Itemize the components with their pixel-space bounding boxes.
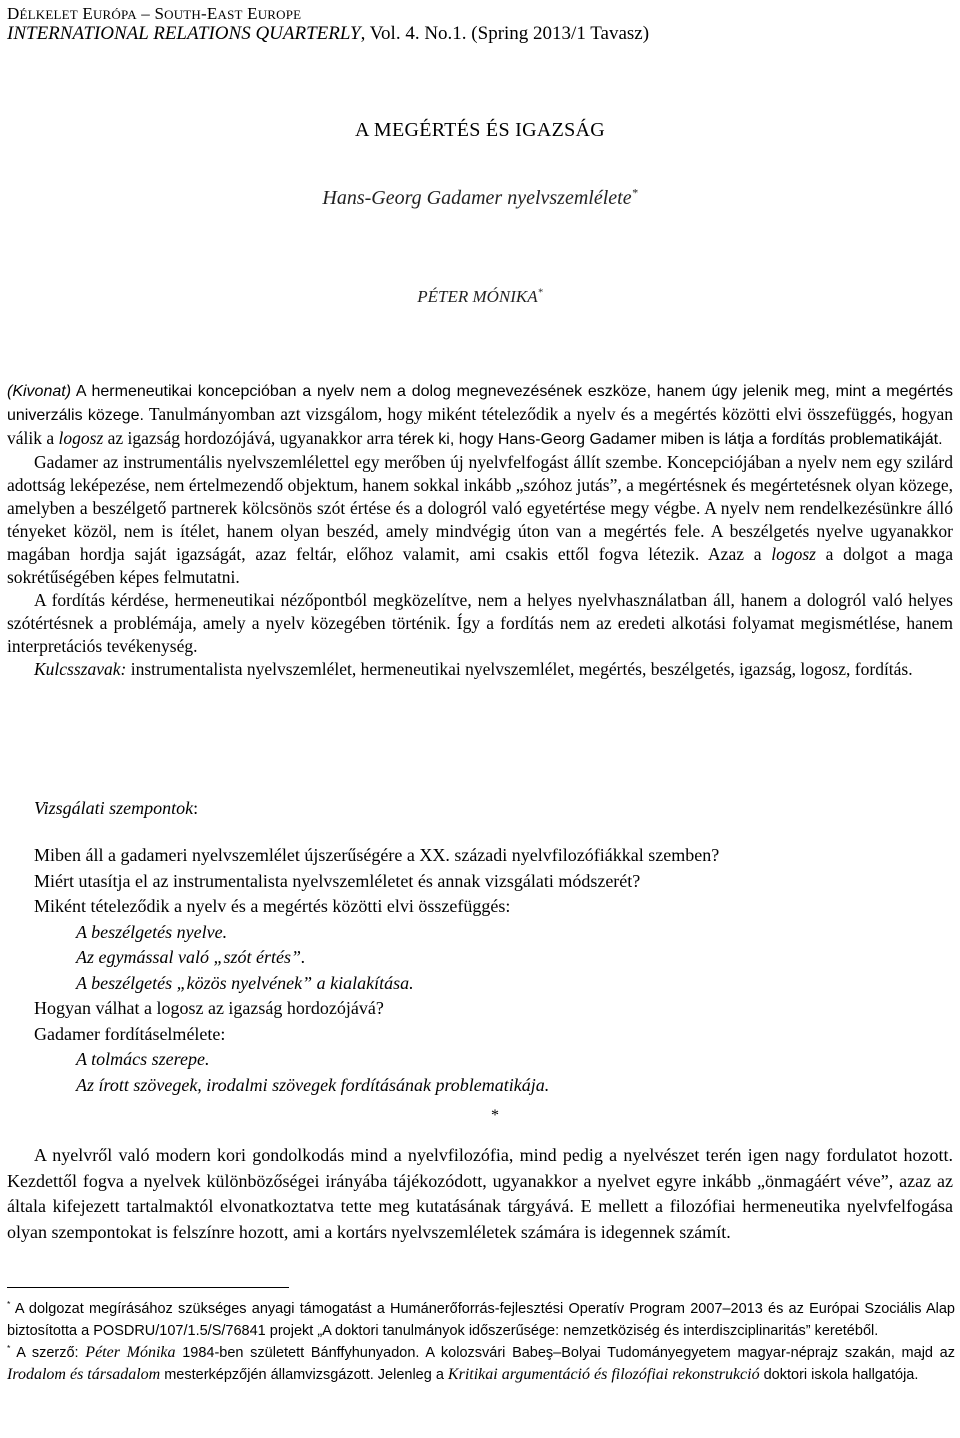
footnote-marker: * bbox=[631, 185, 638, 200]
abstract-label: (Kivonat) bbox=[7, 383, 72, 400]
header-text: AST bbox=[217, 7, 243, 22]
abstract bbox=[7, 380, 953, 681]
header-text: E bbox=[82, 4, 93, 23]
footnote-text: A szerző: bbox=[10, 1345, 86, 1361]
question-subitem: Az egymással való „szót értés”. bbox=[76, 947, 306, 967]
abstract-term: logosz bbox=[58, 428, 104, 448]
header-text: URÓPA bbox=[92, 7, 137, 22]
keywords bbox=[7, 658, 953, 681]
header-text: S bbox=[154, 4, 165, 23]
footnote-program: Irodalom és társadalom bbox=[7, 1366, 161, 1383]
section-heading bbox=[34, 798, 198, 819]
abstract-text: Gadamer az instrumentális nyelvszemlélettel egy merőben új nyelvfelfogást állít szembe. Koncepciójában a nyelv nem egy szilárd adottság leképezése, nem értelmezendő objektum, hanem sokkal inkább „szóhoz jutás”, a megértésnek és megértetésnek olyan közege, amelyben a beszélgető partnerek kölcsönös szót értése és a dologról való egyetértése megy végbe. A nyelv nem rendelkezésünkre álló tényeket közöl, nem is ítélet, hanem olyan beszéd, amely mindvégig úton van a megértés fele. A beszélgetés nyelve ugyanakkor magában hordja saját igazságát, azaz feltár, előhoz valamit, ami csakis ettől fogva létezik. Azaz a bbox=[7, 452, 953, 564]
abstract-paragraph bbox=[7, 380, 953, 451]
header-text: UROPE bbox=[257, 7, 302, 22]
footnote bbox=[7, 1298, 955, 1342]
abstract-term: logosz bbox=[771, 544, 816, 564]
header-text: - bbox=[201, 4, 207, 23]
journal-issue: , Vol. 4. No.1. (Spring 2013/1 Tavasz) bbox=[360, 23, 650, 44]
article-subtitle bbox=[0, 187, 960, 210]
question-subitem: A beszélgetés „közös nyelvének” a kialakítása. bbox=[76, 972, 414, 993]
journal-name: INTERNATIONAL RELATIONS QUARTERLY bbox=[7, 23, 361, 44]
body-text bbox=[7, 1143, 953, 1245]
footnote-marker: * bbox=[537, 287, 543, 299]
question-item: Gadamer fordításelmélete: bbox=[34, 1023, 226, 1044]
abstract-text: A hermeneutikai koncepcióban a nyelv nem a dolog megnevezésének eszköze, hanem úgy jelenik meg, mint a megértés univerzális közege. bbox=[7, 383, 953, 424]
footnote-text: 1984-ben született Bánffyhunyadon. A kolozsvári Babeş–Bolyai Tudományegyetem magyar-néprajz szakán, majd az bbox=[175, 1345, 955, 1361]
section-heading-text: Vizsgálati szempontok bbox=[34, 798, 194, 818]
header-text: OUTH bbox=[164, 7, 202, 22]
author-name: PÉTER MÓNIKA bbox=[417, 287, 538, 306]
abstract-text: térek ki, hogy Hans-Georg Gadamer miben is látja a fordítás problematikáját. bbox=[393, 431, 943, 448]
body-paragraph: A nyelvről való modern kori gondolkodás mind a nyelvfilozófia, mind pedig a nyelvészet terén igen nagy fordulatot hozott. Kezdettől fogva a nyelvek különbözőségei irányába tájékozódott, ugyanakkor a nyelvet egyre inkább „önmagáért véve”, azaz az általa kifejezett tartalmaktól elvonatkoztatva tette meg kutatásának tárgyává. E mellett a filozófiai hermeneutika nyelvfelfogása olyan szempontokat is felszínre hozott, ami a kortárs nyelvszemléletek számára is idegennek számít. bbox=[7, 1145, 953, 1242]
question-subitem: A beszélgetés nyelve. bbox=[76, 921, 228, 942]
abstract-text: Tanulmányomban azt vizsgálom, hogy miként tételeződik a nyelv és a megértés közötti elvi összefüggés, hogyan válik a bbox=[7, 404, 953, 448]
footnote-marker: * bbox=[7, 1299, 11, 1310]
keywords-label: Kulcsszavak: bbox=[34, 659, 127, 679]
section-heading-colon: : bbox=[193, 798, 199, 818]
abstract-text: a dolgot a maga sokrétűségében képes felmutatni. bbox=[7, 544, 954, 587]
question-item: Miért utasítja el az instrumentalista nyelvszemléletet és annak vizsgálati módszerét? bbox=[34, 870, 641, 891]
footnote-marker: * bbox=[7, 1343, 11, 1354]
question-subitem: A tolmács szerepe. bbox=[76, 1049, 210, 1069]
footnote-author-name: Péter Mónika bbox=[85, 1344, 176, 1361]
question-item: Hogyan válhat a logosz az igazság hordozójává? bbox=[34, 998, 384, 1018]
header-text: E bbox=[206, 4, 218, 23]
abstract-paragraph bbox=[7, 451, 953, 589]
footnote bbox=[7, 1342, 955, 1386]
question-item: Miként tételeződik a nyelv és a megértés közötti elvi összefüggés: bbox=[34, 896, 511, 916]
footnote-text: A dolgozat megírásához szükséges anyagi támogatást a Humánerőforrás-fejlesztési Operatív Program 2007–2013 és az Európai Szociális Alap biztosította a POSDRU/107/1.5/S/76841 projekt „A doktori tanulmányok időszerűsége: nemzetköziség és interdiszciplinaritás” keretéből. bbox=[7, 1301, 955, 1339]
abstract-text: az igazság hordozójává, ugyanakkor arra bbox=[103, 428, 394, 448]
question-subitem: Az írott szövegek, irodalmi szövegek fordításának problematikája. bbox=[76, 1074, 550, 1095]
footnote-text: doktori iskola hallgatója. bbox=[759, 1367, 919, 1383]
header-text: E bbox=[247, 4, 258, 23]
footnote-doctoral-school: Kritikai argumentáció és filozófiai rekonstrukció bbox=[447, 1366, 760, 1383]
header-text: D bbox=[7, 4, 20, 23]
article-title: A MEGÉRTÉS ÉS IGAZSÁG bbox=[354, 119, 606, 141]
question-item: Miben áll a gadameri nyelvszemlélet újszerűségére a XX. századi nyelvfilozófiákkal szemben? bbox=[34, 845, 720, 865]
question-list bbox=[34, 843, 719, 1098]
section-separator: * bbox=[491, 1107, 499, 1124]
journal-header-line2 bbox=[7, 23, 649, 45]
keywords-text: instrumentalista nyelvszemlélet, hermeneutikai nyelvszemlélet, megértés, beszélgetés, igazság, logosz, fordítás. bbox=[126, 659, 913, 679]
header-text: ÉLKELET bbox=[19, 7, 78, 22]
footnote-text: mesterképzőjén államvizsgázott. Jelenleg a bbox=[160, 1367, 448, 1383]
article-author bbox=[0, 287, 960, 307]
abstract-paragraph: A fordítás kérdése, hermeneutikai nézőpontból megközelítve, nem a helyes nyelvhasználatban áll, hanem a dologról való helyes szótértésnek a problémája, amely a nyelv közegében történik. Így a fordítás nem az eredeti alkotási folyamat megismétlése, hanem interpretációs tevékenység. bbox=[7, 590, 953, 656]
subtitle-text: Hans-Georg Gadamer nyelvszemlélete bbox=[322, 187, 632, 209]
footnote-divider bbox=[7, 1287, 289, 1288]
journal-header-line1: DÉLKELET EURÓPA – SOUTH-EAST EUROPE bbox=[7, 4, 302, 23]
footnotes bbox=[7, 1298, 955, 1386]
